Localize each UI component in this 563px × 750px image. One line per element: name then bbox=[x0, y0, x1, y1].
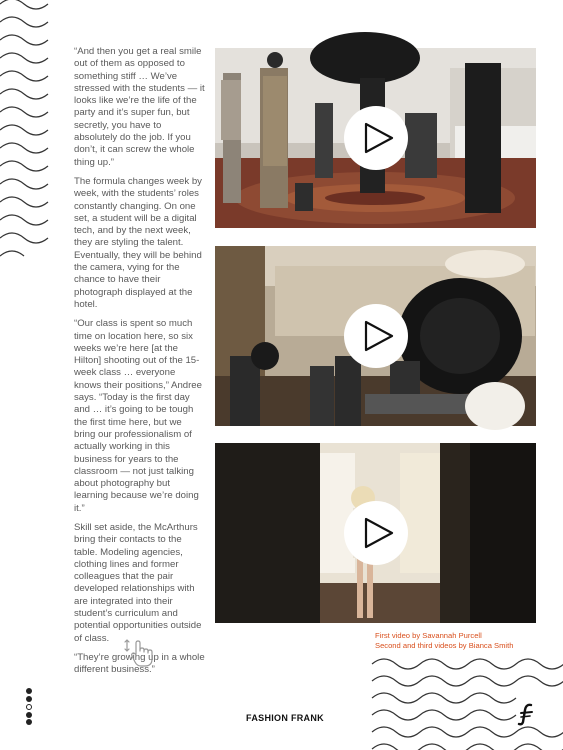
magazine-brand-name: FASHION FRANK bbox=[246, 713, 324, 723]
decorative-wave-pattern-right bbox=[372, 650, 563, 750]
page-indicator[interactable] bbox=[24, 688, 34, 724]
play-button[interactable] bbox=[344, 501, 408, 565]
play-icon bbox=[344, 106, 408, 170]
caption-line: First video by Savannah Purcell bbox=[375, 631, 482, 640]
article-paragraph: “And then you get a real smile out of them as opposed to something stiff … We’ve stressed with the students — it looks like we’re the life of the party and it’s super fun, but secretly, you have to absolutely do the job. If you don’t, it can screw the whole thing up.” bbox=[74, 46, 205, 168]
video-player-3[interactable] bbox=[215, 443, 536, 623]
play-icon bbox=[344, 304, 408, 368]
article-paragraph: Skill set aside, the McArthurs bring their contacts to the table. Modeling agencies, clothing lines and former colleagues that the pair developed relationships with are integrated into their student’s curriculum and potential opportunities outside of class. bbox=[74, 521, 202, 644]
article-paragraph: “Our class is spent so much time on location here, so six weeks we’re here [at the Hilton] shooting out of the 15-week class … everyone knows their positions,” Andree says. “Today is the first day and … it’s going to be tough the first time here, but we bring our professionalism of actually working in this business for years to the classroom — not just talking about photography but learning because we’re doing it.” bbox=[74, 318, 202, 514]
article-text-column[interactable] bbox=[74, 46, 205, 676]
page-dot[interactable] bbox=[26, 719, 32, 725]
fashion-frank-logo-icon[interactable] bbox=[516, 702, 538, 726]
caption-line: Second and third videos by Bianca Smith bbox=[375, 641, 514, 650]
decorative-wave-pattern-left bbox=[0, 0, 48, 262]
video-credits-caption bbox=[375, 631, 555, 651]
page-dot-current[interactable] bbox=[26, 704, 32, 710]
article-paragraph: The formula changes week by week, with the students’ roles constantly changing. On one set, a student will be a digital tech, and by the next week, they are styling the talent. Eventually, they will be behind the camera, vying for the chance to have their photograph displayed at the hotel. bbox=[74, 175, 202, 310]
video-player-1[interactable] bbox=[215, 48, 536, 228]
swipe-hand-icon bbox=[122, 637, 156, 669]
video-player-2[interactable] bbox=[215, 246, 536, 426]
page-dot[interactable] bbox=[26, 696, 32, 702]
play-button[interactable] bbox=[344, 106, 408, 170]
play-icon bbox=[344, 501, 408, 565]
play-button[interactable] bbox=[344, 304, 408, 368]
article-paragraph: “They’re growing up in a whole different business.” bbox=[74, 651, 205, 676]
page-dot[interactable] bbox=[26, 712, 32, 718]
page-dot[interactable] bbox=[26, 688, 32, 694]
